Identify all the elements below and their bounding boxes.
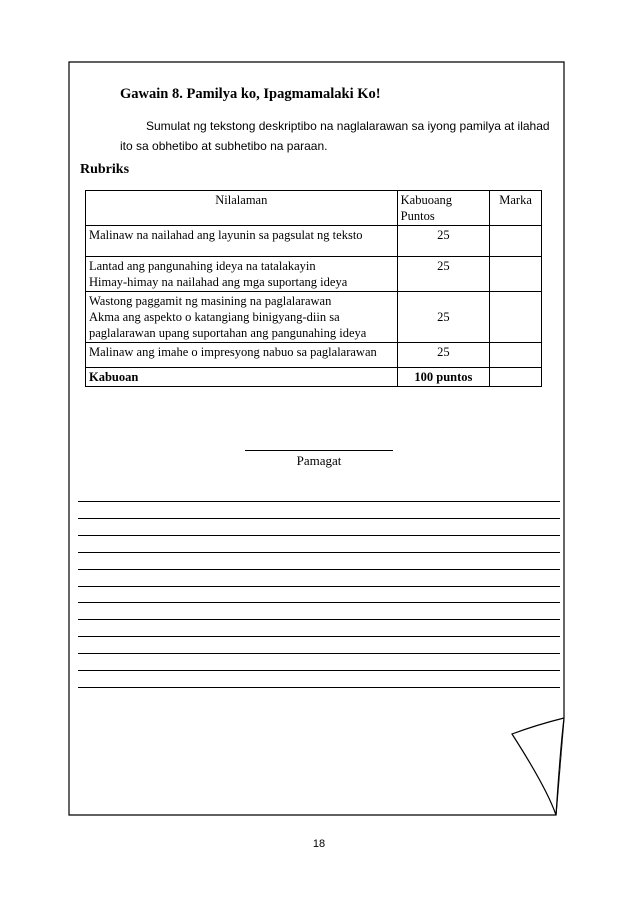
header-points-line1: Kabuoang — [400, 193, 453, 207]
header-mark: Marka — [490, 191, 542, 226]
header-points — [397, 191, 490, 226]
header-points-line2: Puntos — [400, 209, 435, 223]
points-cell: 25 — [397, 226, 490, 257]
criterion-cell — [86, 292, 398, 343]
criterion-line: Akma ang aspekto o katangiang binigyang-diin sa — [89, 310, 340, 324]
criterion-cell — [86, 257, 398, 292]
title-field-label: Pamagat — [296, 453, 342, 468]
points-cell: 25 — [397, 257, 490, 292]
rubric-row — [86, 292, 542, 343]
writing-line[interactable] — [78, 501, 560, 502]
writing-line[interactable] — [78, 636, 560, 637]
header-content: Nilalaman — [86, 191, 398, 226]
mark-cell — [490, 257, 542, 292]
mark-cell — [490, 343, 542, 368]
activity-instruction: Sumulat ng tekstong deskriptibo na naglalarawan sa iyong pamilya at ilahad ito sa obhetibo at subhetibo na paraan. — [120, 119, 550, 153]
criterion-line: Malinaw ang imahe o impresyong nabuo sa paglalarawan — [89, 345, 377, 359]
points-cell: 25 — [397, 292, 490, 343]
rubric-row — [86, 226, 542, 257]
writing-line[interactable] — [78, 535, 560, 536]
rubric-header-row — [86, 191, 542, 226]
writing-line[interactable] — [78, 602, 560, 603]
rubric-total-row — [86, 368, 542, 387]
total-points: 100 puntos — [397, 368, 490, 387]
mark-cell — [490, 292, 542, 343]
criterion-line: Wastong paggamit ng masining na paglalarawan — [89, 294, 332, 308]
criterion-cell — [86, 226, 398, 257]
writing-line[interactable] — [78, 619, 560, 620]
writing-line[interactable] — [78, 569, 560, 570]
criterion-line: Lantad ang pangunahing ideya na tatalakayin — [89, 259, 316, 273]
rubric-heading: Rubriks — [80, 162, 130, 177]
total-mark-cell — [490, 368, 542, 387]
writing-line[interactable] — [78, 586, 560, 587]
rubric-row — [86, 257, 542, 292]
rubric-row — [86, 343, 542, 368]
mark-cell — [490, 226, 542, 257]
criterion-line: Himay-himay na nailahad ang mga suportang ideya — [89, 275, 348, 289]
writing-line[interactable] — [78, 518, 560, 519]
writing-line[interactable] — [78, 552, 560, 553]
writing-line[interactable] — [78, 687, 560, 688]
writing-line[interactable] — [78, 670, 560, 671]
rubric-table — [85, 190, 542, 387]
criterion-line: paglalarawan upang suportahan ang pangunahing ideya — [89, 326, 367, 340]
total-label: Kabuoan — [86, 368, 398, 387]
activity-title: Gawain 8. Pamilya ko, Ipagmamalaki Ko! — [120, 86, 381, 102]
points-cell: 25 — [397, 343, 490, 368]
criterion-cell — [86, 343, 398, 368]
page-number: 18 — [312, 838, 326, 850]
writing-line[interactable] — [78, 653, 560, 654]
title-underline — [245, 450, 393, 451]
criterion-line: Malinaw na nailahad ang layunin sa pagsulat ng teksto — [89, 228, 363, 242]
